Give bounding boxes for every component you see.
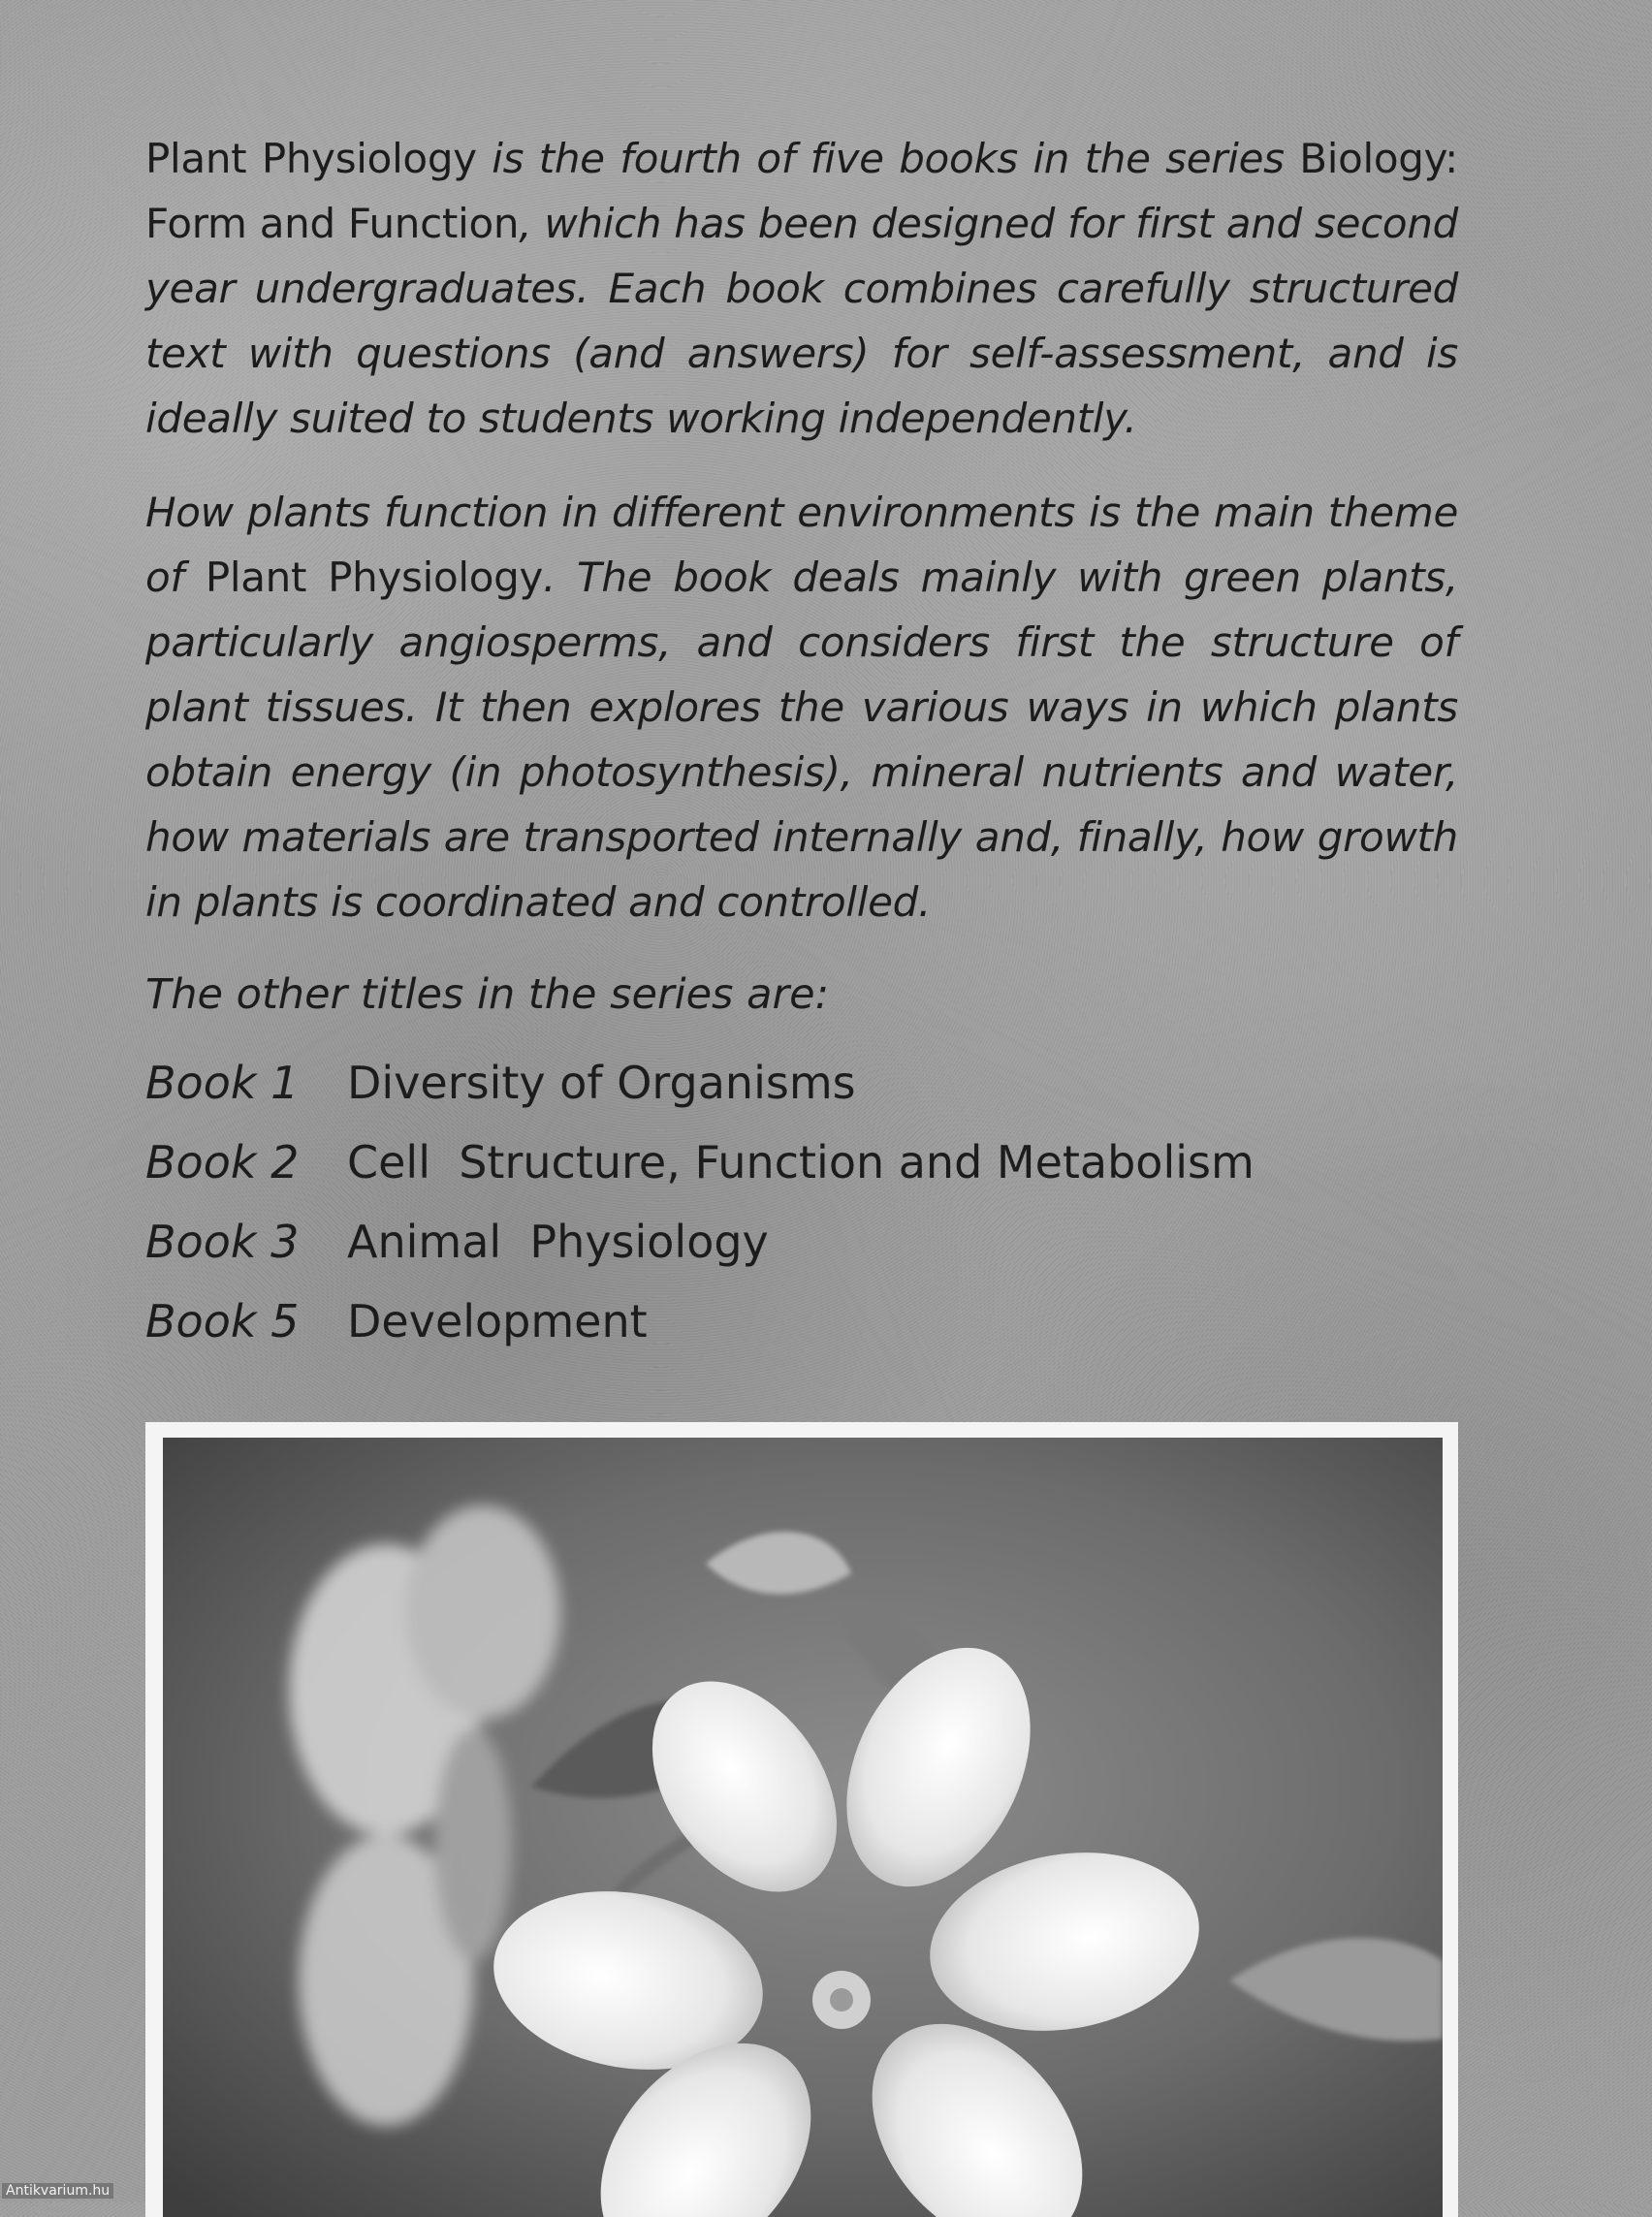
description-text: is the fourth of five books in the series bbox=[476, 135, 1300, 182]
book-number: Book 1 bbox=[145, 1057, 300, 1109]
description-paragraph-2 bbox=[145, 480, 1458, 934]
theme-text: How plants function in different environments is the main theme of bbox=[145, 489, 1458, 601]
book-number: Book 5 bbox=[145, 1295, 300, 1347]
description-paragraph-1 bbox=[145, 126, 1458, 451]
book-list-item bbox=[145, 1282, 1458, 1361]
book-title: Cell Structure, Function and Metabolism bbox=[347, 1136, 1255, 1188]
book-list-item bbox=[145, 1043, 1458, 1123]
book-title: Animal Physiology bbox=[347, 1216, 769, 1268]
book-list-item bbox=[145, 1123, 1458, 1202]
flower-photo bbox=[163, 1438, 1443, 2217]
book-number: Book 2 bbox=[145, 1136, 300, 1188]
book-title-name: Plant Physiology bbox=[205, 554, 544, 601]
watermark: Antikvarium.hu bbox=[2, 2183, 113, 2199]
series-intro: The other titles in the series are: bbox=[145, 970, 830, 1019]
description-text: , which has been designed for first and second year undergraduates. Each book combines carefully structured text with questions (and answers) for self-assessment, and is ideally suited to students working independently. bbox=[145, 200, 1458, 442]
book-title: Development bbox=[347, 1295, 648, 1347]
book-title: Diversity of Organisms bbox=[347, 1057, 856, 1109]
flower-photo-frame bbox=[145, 1422, 1458, 2217]
series-book-list bbox=[145, 1043, 1458, 1361]
back-cover-text bbox=[145, 126, 1458, 1361]
theme-text: . The book deals mainly with green plants, particularly angiosperms, and considers first the structure of plant tissues. It then explores the various ways in which plants obtain energy (in photosynthesis), mineral nutrients and water, how materials are transported internally and, finally, how growth in plants is coordinated and controlled. bbox=[145, 554, 1458, 926]
book-title-name: Plant Physiology bbox=[145, 135, 477, 182]
book-number: Book 3 bbox=[145, 1216, 300, 1268]
book-list-item bbox=[145, 1202, 1458, 1282]
series-name: Biology: Form and Function bbox=[145, 135, 1458, 247]
